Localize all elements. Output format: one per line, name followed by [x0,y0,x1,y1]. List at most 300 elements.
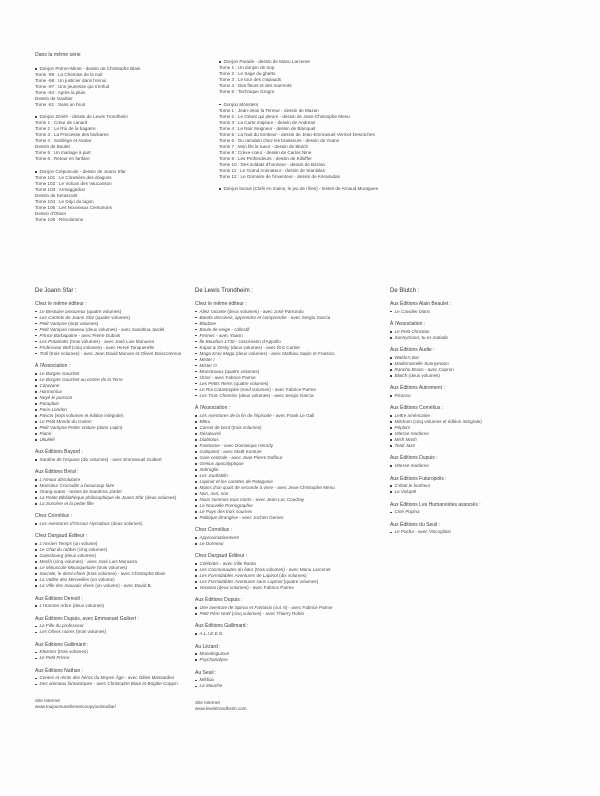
work-title: Petit Vampire Petite Voiture [39,424,96,430]
work-detail: - avec Fabrice Parme [210,374,256,380]
work-detail: (quatre volumes) [232,380,269,386]
work-title: Mister O [199,362,217,368]
work-title: La Volupté [394,489,417,495]
work-detail: - avec Jean-Pierre Duffour [227,454,283,460]
work-title: Les Potamoks [39,338,69,344]
work-title: Le Petit Monde du Golem [39,418,92,424]
series-volume-line: Tome -98 : Un justicier dans l'ennui [35,77,107,83]
work-entry [195,657,390,663]
work-title: Le Dormeur [199,540,224,546]
publisher-group [390,455,600,469]
work-title: Gainsbourg [39,553,64,559]
work-detail: - avec Yoann [214,332,243,338]
series-volume-line: Tome 103 : Armaggedon [35,186,86,192]
work-title: Les Carnets de Joann Sfar [39,314,95,320]
series-group [219,186,449,192]
work-entry [35,629,195,635]
publisher-group [35,533,195,589]
series-volume-line: Tome 1 : Jean-Jean la Terreur - dessin de Mazan [219,107,319,113]
series-group-title: Donjon bonus (Clefs en mains, le jeu de rôles) - textes de Arnaud Moragues [219,186,449,192]
work-title: Lettre américaine [394,412,430,418]
series-volume-line: Tome -84 : Après la pluie [35,89,86,95]
publisher-group [195,597,390,617]
work-title: Monolinguison [199,651,230,657]
work-title: Les Olives noires [39,629,75,635]
work-detail: (trois volumes) [74,629,107,635]
publisher-name: Chez Cornélius : [195,527,232,534]
work-title: Genius apocalyptique [199,460,244,466]
series-volume-line: Tome 5 : Technique Grogro [219,89,275,94]
work-title: Psychanalyse [199,657,228,663]
work-entry [35,681,195,687]
series-volume-line: Tome 12 : Le Grimoire de l'inventeur - dessin de Kéramidas [219,173,340,179]
work-detail: (quatre volumes) [85,308,122,314]
publisher-group [35,668,195,688]
publisher-name: À l'Association : [390,321,426,328]
publisher-name: Chez le même éditeur : [35,301,87,307]
series-group-title: Donjon Monsters [219,102,449,108]
series-volume-line: Tome -97 : Une jeunesse qui s'enfuit [35,83,110,89]
work-detail: (sept volumes) [66,320,99,326]
series-volume-line: Tome 1 : Cœur de canard [35,120,88,126]
series-volume-line: Tome 7 : Mon fils le tueur - dessin de Blutch [219,143,309,149]
series-volume-line: Dessin de Kerascoët [35,192,78,198]
work-entry [390,463,600,469]
site-internet-label: Site Internet [195,700,220,706]
work-entry [390,489,600,495]
work-title: Fennec [199,332,215,338]
work-title: Les Aventures de la fin de l'épisode [199,412,272,418]
series-group-title: Donjon Parade - dessin de Manu Larcenet [219,59,449,65]
work-detail: - avec Gilles Massardier [123,675,175,681]
work-title: Les Trois Chemins [199,392,238,398]
work-title: Imbroglio [199,466,219,472]
work-detail: (un volume) [71,541,98,547]
series-volume-line: Tome 11 : Le Grand Animateur - dessin de Stanislas [219,167,325,173]
work-entry [35,521,195,527]
work-title: L'Homme Arbre [39,603,72,609]
series-column-right [219,59,449,199]
publisher-group [390,347,600,379]
publisher-group [35,596,195,610]
publisher-name: Chez Dargaud Éditeur : [35,533,88,540]
publisher-group [195,301,390,399]
series-group [219,59,449,95]
work-detail: (quatre volumes) [94,314,130,320]
series-volume-line: Tome 4 : Des fleurs et des marmots [219,83,292,88]
publisher-group [390,476,600,496]
work-title: Fantasme [199,442,220,448]
work-entry [35,437,195,443]
series-group [35,114,215,162]
series-volume-line: Tome 2 : Le Sage du ghetto [219,71,276,76]
work-title: A.L.I.E.E.N. [199,631,224,637]
series-volume-line: Tome 2 : Le Géant qui pleure - dessin de Jean-Christophe Menu [219,113,350,119]
work-title: Nous sommes tous morts [199,496,252,502]
work-title: La Vallée des Merveilles [39,577,90,583]
work-title: Les Formidables Aventures de Lapinot [199,572,278,578]
work-title: Politique étrangère [199,514,239,520]
work-detail: - avec Christophe Blain et Brigitte Coppin [92,681,178,687]
work-title: Caravane [39,382,60,388]
work-title: Monstrueux [199,368,224,374]
work-detail: (deux volumes) [109,520,143,526]
publisher-name: Aux Éditions Audie : [390,347,435,354]
work-detail: (cinq volumes) [76,547,108,553]
series-volume-line: Tome 6 : Du ramdam chez les brasseurs - dessin de Yoann [219,137,340,143]
series-group [35,66,215,108]
publisher-name: Aux Éditions Les Humanoïdes associés : [390,501,481,508]
work-entry [195,585,390,591]
series-volume-line: Tome 4 : Le Noir Seigneur - dessin de Blanquet [219,125,316,131]
publisher-group [195,553,390,591]
work-detail: - coscénario d'Appollo [234,338,281,344]
author-column-title: De Blutch : [390,288,420,294]
work-detail: (trois volumes) [95,565,128,571]
work-title: Sardine de l'espace [39,456,80,462]
work-detail: - avec Jean-Luc Coudray [251,496,305,502]
publisher-group [35,616,195,636]
work-detail: - avec Pierre Dubois [77,332,121,338]
series-volume-line: Tome 3 : Le tour des crapauds [219,77,282,82]
work-detail: (trois volumes) [56,649,88,655]
work-title: La Ville des mauvais rêves [39,583,95,589]
work-entry [35,583,195,589]
work-title: Total Jazz [394,442,416,448]
site-internet-url[interactable]: www.lewistrondheim.com [195,706,247,712]
series-volume-line: Dessin de Gaultier [35,95,73,101]
publisher-group [35,642,195,662]
author-column-trondheim [195,288,390,712]
work-detail: (deux volumes) [63,553,96,559]
work-entry [195,631,390,637]
work-entry [195,515,390,521]
work-title: Ciné Popina [394,509,420,515]
work-detail: (quatre volumes) [282,578,319,584]
series-group [219,102,449,180]
work-detail: - avec Frank Le Gall [271,412,315,418]
series-volume-line: Tome -99 : La Chemise de la nuit [35,71,103,77]
series-volume-line: Tome 8 : Crève-cœur - dessin de Carlos Nine [219,149,312,155]
work-title: Allez raconte [199,308,227,314]
work-title: La Petite Bibliothèque philosophique de Joann Sfar [39,494,144,500]
work-title: Le Bestiaire amoureux [39,308,86,314]
work-detail: (deux volumes) - avec Fabrice Parme [215,584,294,590]
publisher-group [195,644,390,664]
publisher-name: Aux Éditions Futuropolis : [390,475,447,482]
work-title: Vitesse moderne [394,463,429,469]
work-detail: (cinq volumes et édition intégrale) [411,418,482,424]
series-volume-line: Tome 5 : La Nuit du tombeur - dessin de Jean-Emmanuel Vermot-Desroches [219,131,375,137]
work-title: Prince Barbapalne [39,332,78,338]
series-volume-line: Tome 1 : Un donjon de trop [219,65,275,70]
work-entry [390,509,600,515]
work-title: La Sorcière et la petite fille [39,500,94,506]
work-title: Blotch [394,372,408,378]
publisher-name: Aux Éditions du Seuil : [390,521,441,528]
series-volume-line: Tome 101 : Le Cimetière des dragons [35,174,112,180]
work-title: Pascin [39,412,54,418]
work-title: Troll [39,350,49,356]
work-title: Parapluie [39,400,59,406]
work-title: Boule de neige [199,326,231,332]
work-detail: - avec Mattt Konture [219,448,262,454]
work-title: Île Bourbon 1730 [199,338,235,344]
series-volume-line: Tome 9 : Les Profondeurs - dessin de Killoffer [219,155,312,161]
work-detail: - avec Capron [423,366,454,372]
work-detail: (trois volumes) - avec José Luis Munuera [68,338,154,344]
publisher-group [390,301,600,315]
work-title: Mish Mash [394,436,417,442]
publisher-name: Aux Éditions Gallimard : [195,623,249,630]
publisher-group [390,502,600,516]
work-title: Une aventure de Spirou et Fantasio [199,604,273,610]
work-title: Kaput & Zösky [199,344,230,350]
series-volume-line: Tome 2 : Le Roi de la bagarre [35,126,96,132]
author-columns [0,288,600,712]
publisher-name: Aux Éditions Autrement : [390,385,445,392]
series-group-title: Donjon Potron-Minet - dessin de Christophe Blain [35,66,215,72]
work-title: Petit Vampire [39,320,67,326]
work-detail: (cinq volumes) - avec Hervé Tanquerelle [70,344,155,350]
series-volume-line: Tome 3 : La Princesse des barbares [35,132,109,138]
work-title: Harmonica [39,388,62,394]
work-detail: - avec Viscogliosi [413,529,451,535]
work-detail: (deux volumes) - avec Sergio García [237,392,314,398]
publisher-group [195,527,390,547]
work-title: La Nouvelle Pornographie [199,502,253,508]
work-title: Professeur Bell [39,344,71,350]
work-detail: (cinq volumes) - avec Thierry Robin [230,610,305,616]
work-entry [390,393,600,399]
publisher-name: Aux Éditions Dupuis, avec Emmanuel Guibert : [35,615,139,622]
series-volume-line: Tome 10 : Des soldats d'honneur - dessin de Bézian [219,161,326,167]
series-group-title: Donjon Zénith - dessin de Lewis Trondheim [35,114,215,120]
work-entry [195,611,390,617]
work-entry [35,655,195,661]
work-title: Carnet de bord [199,424,231,430]
series-volume-line: Tome 105 : Les Nouveaux Centurions [35,204,112,210]
work-entry [390,529,600,535]
series-group [35,169,215,223]
work-title: Venezia [199,584,216,590]
work-title: Galopinot [199,448,220,454]
series-volume-line: Tome 104 : Le Dojo du lagon [35,198,94,204]
publisher-group [35,363,195,443]
work-detail: - textes de Sandrina Jardel [65,488,122,494]
work-detail: (deux volumes) - avec Sandrina Jardel [84,326,165,332]
work-title: Les Formidables Aventures sans Lapinot [199,578,283,584]
work-title: Le Minuscule Mousquetaire [39,565,96,571]
publisher-name: Aux Éditions Dupuis : [390,455,438,462]
publisher-group [35,301,195,357]
publisher-name: Aux Éditions Dupuis : [195,597,243,604]
work-title: Klezmer [39,649,57,655]
author-column-blutch [390,288,600,712]
publisher-name: Aux Éditions Nathan : [35,667,84,674]
publisher-name: Aux Éditions Bayard : [35,449,83,456]
work-entry [390,443,600,449]
work-entry [195,683,390,689]
publisher-name: Aux Éditions Cornélius : [390,405,444,412]
site-internet-url[interactable]: www.toujoursunelivreetcoopyourisndiar/ [35,704,116,710]
work-title: Blëru [199,418,211,424]
series-volume-line: Tome 106 : Révolutions [35,216,84,222]
publisher-name: Aux Éditions Bréal : [35,469,79,476]
work-title: Monsieur Crocodile a beaucoup faim [39,482,115,488]
publisher-name: Aux Éditions Alain Beaulet : [390,301,452,307]
work-detail: (dix volumes) [277,572,307,578]
series-volume-line: Tome 3 : La Carte majeure - dessin de Andreas [219,119,316,125]
work-detail: (trois volumes) - avec Jean David Morvan et Olivier Boiscommun [48,350,182,356]
work-title: Sunnymoon, tu es malade [394,334,448,340]
work-title: Le Roi Catastrophe [199,386,240,392]
work-title: Les Petits Riens [199,380,233,386]
work-detail: - avec Sergio García [286,314,331,320]
work-title: Piano [39,430,52,436]
work-entry [195,541,390,547]
publisher-name: À l'Association : [35,363,71,370]
publisher-name: Chez Dargaud Éditeur : [195,553,248,560]
work-title: Le Petit Christian [394,328,430,334]
site-internet-label: Site Internet [35,698,60,704]
publisher-name: Chez le même éditeur : [195,301,247,307]
work-title: Le Pacha [394,529,414,535]
work-detail: (un volume) [89,577,115,583]
work-title: Les Cosmonautes du futur [199,566,254,572]
publisher-name: Au Lézard : [195,643,221,650]
work-title: L'Amour absolutaire [39,476,81,482]
work-title: Mitchum [394,418,412,424]
work-title: Le Cavalier blanc [394,308,430,314]
work-title: Bludzee [199,320,217,326]
publisher-group [195,623,390,637]
work-detail: (dans Lapin) [95,424,123,430]
series-volume-line: Tome -81 : Sans un bruit [35,101,86,107]
work-title: Picasso [394,392,411,398]
work-entry [390,309,600,315]
work-title: Maga Krav Maga [199,350,235,356]
work-title: La Mouche [199,683,223,689]
author-column-title: De Joann Sfar : [35,288,77,294]
work-detail: (deux volumes) [71,603,105,609]
publisher-name: Au Seuil : [195,669,217,676]
work-title: C'était le bonheur [394,483,431,489]
work-title: Ukulélé [39,436,55,442]
work-detail: - avec Jochen Gerner [238,514,284,520]
series-column-left [35,52,215,229]
publisher-group [195,670,390,690]
work-title: Merlin [39,559,53,565]
publisher-name: Chez Cornélius : [35,513,72,520]
publisher-name: Aux Éditions Denoël : [35,595,83,602]
work-title: L'Ancien Temps [39,541,72,547]
publisher-group [35,513,195,527]
series-volume-line: Tome 4 : Sortilège et Avatar [35,138,92,144]
work-title: Omni [199,374,211,380]
series-volume-line: Tome 102 : Le Volcan des Vaucanson [35,180,112,186]
publisher-group [390,321,600,341]
work-title: La Fille du professeur [39,623,84,629]
work-entry [195,393,390,399]
work-title: Mister I [199,356,215,362]
work-title: Approximativement [199,534,239,540]
work-title: Moins d'un quart de seconde à vivre [199,484,274,490]
publisher-group [35,469,195,507]
work-title: Bande dessinée, apprendre et comprendre [199,314,287,320]
work-detail: (deux volumes) - avec José Parrondo [226,308,304,314]
publisher-group [390,405,600,449]
work-title: Péplum [394,424,411,430]
series-heading: Dans la même série [35,52,81,58]
work-detail: (deux volumes) [407,372,440,378]
series-listing-block [0,0,600,275]
work-detail: - avec Ville Ranta [218,560,256,566]
publisher-group [390,522,600,536]
work-detail: (un volume) - avec David B. [94,583,153,589]
work-detail: (trois volumes) - avec Manu Larcenet [253,566,331,572]
work-title: Les Aventures d'Ossour Hyrsidoux [39,520,110,526]
work-title: Des animaux fantastiques [39,681,93,687]
work-title: Le Petit Prince [39,655,70,661]
work-title: Le Borgne Gauchet [39,370,80,376]
work-detail: (deux volumes) - avec Éric Cartier [229,344,301,350]
work-entry [35,351,195,357]
work-title: Le Chat du rabbin [39,547,77,553]
work-entry [390,335,600,341]
author-column-title: De Lewis Trondheim : [195,288,254,294]
work-title: Mademoiselle Sunnymoon [394,360,449,366]
work-title: Contes et récits des héros du Moyen Âge [39,675,124,681]
work-title: Célébritis [199,560,219,566]
work-entry [35,501,195,507]
series-volume-line: Tome 6 : Retour en fanfare [35,156,90,162]
work-title: Diablotus [199,436,219,442]
work-title: Les Joutfablin [199,472,228,478]
work-detail: - avec Dominique Hérody [219,442,274,448]
work-title: Lapinot et les carottes de Patagonie [199,478,273,484]
work-title: Noyé le poisson [39,394,73,400]
work-entry [35,457,195,463]
work-title: Orang-outan [39,488,66,494]
series-groups-right [219,59,449,192]
work-detail: (deux volumes) [143,494,177,500]
work-title: Mildiou [199,677,215,683]
work-title: Désœuvré [199,430,221,436]
work-detail: (cinq volumes) - avec José Luis Munuera [52,559,138,565]
publisher-name: À l'Association : [195,405,231,412]
work-title: Petit Vampire noweau [39,326,85,332]
work-title: Gare centrale [199,454,228,460]
work-title: Rancho Bravo [394,366,424,372]
work-detail: - avec Jean-Christophe Menu [273,484,335,490]
series-volume-line: Dessin de Boulet [35,144,70,150]
publisher-name: Aux Éditions Gallimard : [35,641,89,648]
work-entry [35,603,195,609]
work-title: Socrate, le demi-chien [39,571,86,577]
series-volume-line: Dessin d'Obion [35,210,67,216]
work-detail: (neuf volumes) - avec Fabrice Parme [239,386,316,392]
work-detail: (quatre volumes) [223,368,260,374]
work-title: Waldo's Bar [394,354,420,360]
work-detail: (sept volumes et édition intégrale) [53,412,124,418]
work-detail: (trois volumes) [230,424,262,430]
work-title: Le Borgne Gauchet au centre de la Terre [39,376,123,382]
work-detail: (trois volumes) - avec Christophe Blain [85,571,166,577]
work-title: Petit Père Noël [199,610,231,616]
series-groups-left [35,66,215,223]
work-detail: (dix volumes) - avec Emmanuel Guibert [79,456,162,462]
